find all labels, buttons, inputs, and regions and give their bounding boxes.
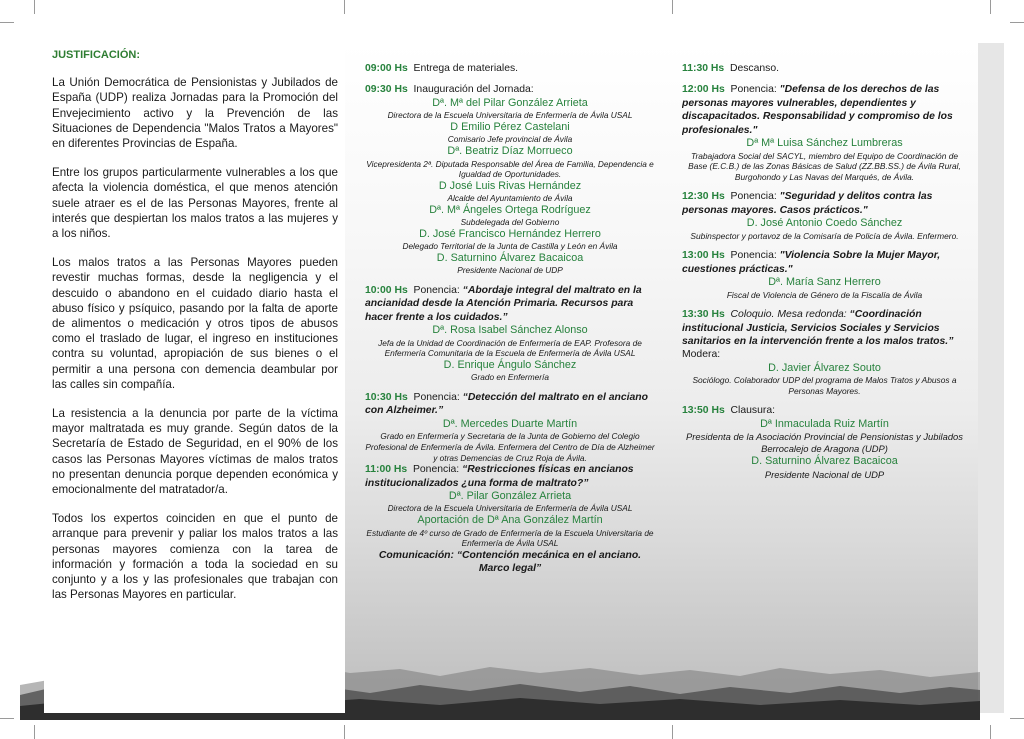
speaker-name: D. Saturnino Álvarez Bacaicoa — [436, 251, 584, 264]
talk-title: "Seguridad y delitos contra las personas mayores. Casos prácticos." — [682, 191, 933, 216]
contribution-name: Aportación de Dª Ana González Martín — [417, 514, 603, 527]
talk-title: “Abordaje integral del maltrato en la ancianidad desde la Atención Primaria. Recursos para hacer frente a los cuidados.” — [365, 285, 642, 323]
crop-mark — [672, 725, 673, 739]
schedule-item — [682, 62, 967, 75]
colloquium-label: Coloquio. Mesa redonda: — [730, 309, 847, 321]
justification-title: JUSTIFICACIÓN: — [52, 49, 140, 61]
paragraph: Todos los expertos coinciden en que el punto de arranque para prevenir y paliar los malos tratos a las personas mayores comienza con la tarea de información y formación a toda la sociedad en su conjunto y a los y las profesionales que trabajan con las Personas Mayores en particular. — [52, 512, 338, 602]
speaker-role: Delegado Territorial de la Junta de Castilla y León en Ávila — [402, 241, 618, 252]
speaker-role: Presidente Nacional de UDP — [457, 265, 563, 276]
contribution-role: Estudiante de 4º curso de Grado de Enfermería de la Escuela Universitaria de Enfermería de Ávila USAL — [366, 527, 654, 549]
speaker-role: Grado en Enfermería y Secretaria de la Junta de Gobierno del Colegio Profesional de Enfermería de Ávila. Enfermera del Centro de Día de Alzheimer y otras Demencias de Cruz Roja de Ávila. — [365, 431, 655, 463]
time-label: 13:50 Hs — [682, 405, 725, 417]
schedule-item — [365, 284, 655, 324]
moderator-label: Modera: — [682, 349, 721, 361]
ponencia-label: Ponencia: — [730, 84, 777, 96]
talk-title: "Defensa de los derechos de las personas mayores vulnerables, dependientes y discapacitados. Responsabilidad y compromiso de los profesionales." — [682, 84, 953, 136]
program-morning-column — [365, 62, 655, 732]
speaker-role: Subdelegada del Gobierno — [460, 217, 560, 228]
time-label: 12:00 Hs — [682, 84, 725, 96]
speaker-name: Dª. Mª del Pilar González Arrieta — [432, 96, 588, 109]
speaker-name: D Emilio Pérez Castelani — [450, 120, 570, 133]
speaker-role: Comisario Jefe provincial de Ávila — [447, 134, 573, 145]
schedule-item — [682, 404, 967, 417]
schedule-item — [365, 83, 655, 96]
item-text: Inauguración del Jornada: — [413, 84, 534, 96]
crop-mark — [990, 725, 991, 739]
speaker-role: Sociólogo. Colaborador UDP del programa de Malos Tratos y Abusos a Personas Mayores. — [692, 375, 957, 396]
speaker-role: Presidenta de la Asociación Provincial de Pensionistas y Jubilados Berrocalejo de Aragona (UDP) — [686, 431, 963, 455]
speaker-role: Trabajadora Social del SACYL, miembro del Equipo de Coordinación de Base (E.C.B.) de las Zonas Básicas de Salud (ZZ.BB.SS.) de Ávila Rural, Burgohondo y Las Navas del Marqués, de Ávila. — [688, 150, 961, 182]
schedule-item — [365, 62, 655, 75]
speaker-role: Vicepresidenta 2ª. Diputada Responsable del Área de Familia, Dependencia e Igualdad de Oportunidades. — [366, 158, 654, 180]
speaker-role: Directora de la Escuela Universitaria de Enfermería de Ávila USAL — [387, 110, 633, 121]
speaker-role: Alcalde del Ayuntamiento de Ávila — [447, 193, 573, 204]
program-midday-column — [682, 62, 967, 732]
crop-mark — [344, 725, 345, 739]
speaker-name: Dª Inmaculada Ruiz Martín — [760, 417, 889, 430]
speaker-role: Presidente Nacional de UDP — [764, 468, 885, 480]
speaker-name: D José Luis Rivas Hernández — [438, 179, 582, 192]
speaker-name: Dª. Mª Ángeles Ortega Rodríguez — [429, 203, 591, 216]
crop-mark — [0, 718, 14, 719]
item-text: Entrega de materiales. — [413, 63, 519, 74]
schedule-item — [682, 190, 967, 217]
crop-mark — [990, 0, 991, 14]
talk-title: “Restricciones físicas en ancianos institucionalizados ¿una forma de maltrato?” — [365, 464, 634, 489]
item-text: Clausura: — [730, 405, 776, 417]
speaker-name: D. Javier Álvarez Souto — [768, 361, 881, 374]
speaker-name: Dª. Beatriz Díaz Morrueco — [447, 145, 573, 157]
time-label: 09:30 Hs — [365, 84, 408, 96]
time-label: 10:00 Hs — [365, 285, 408, 297]
ponencia-label: Ponencia: — [413, 285, 460, 297]
speaker-role: Grado en Enfermería — [471, 372, 549, 383]
schedule-item — [365, 463, 655, 490]
time-label: 12:30 Hs — [682, 191, 725, 203]
schedule-item — [682, 249, 967, 276]
speaker-name: D. José Francisco Hernández Herrero — [419, 227, 601, 240]
schedule-item — [365, 391, 655, 418]
crop-mark — [34, 0, 35, 14]
speaker-role: Fiscal de Violencia de Género de la Fiscalía de Ávila — [726, 289, 923, 300]
crop-mark — [1010, 22, 1024, 23]
speaker-name: Dª Mª Luisa Sánchez Lumbreras — [746, 137, 903, 150]
schedule-item — [682, 308, 967, 348]
time-label: 11:30 Hs — [682, 63, 725, 74]
speaker-name: Dª. María Sanz Herrero — [768, 276, 881, 289]
paragraph: Los malos tratos a las Personas Mayores pueden revestir muchas formas, desde la negligencia y el descuido o abandono en el cuidado diario hasta el abuso físico y psíquico, pasando por la falta de aporte de alimentos o medicación y otros tipos de abusos como el traslado de lugar, el ingreso en instituciones contra su voluntad, apropiación de sus bienes o el permitir a una persona con demencia deambular por las calles sin compañía. — [52, 256, 338, 391]
ponencia-label: Ponencia: — [413, 392, 460, 404]
time-label: 09:00 Hs — [365, 63, 408, 74]
time-label: 10:30 Hs — [365, 392, 408, 404]
crop-mark — [672, 0, 673, 14]
crop-mark — [34, 725, 35, 739]
time-label: 13:30 Hs — [682, 309, 725, 321]
paragraph: Entre los grupos particularmente vulnerables a los que afecta la violencia doméstica, el que menos atención suele atraer es el de las Personas Mayores, frente al interés que despiertan los malos tratos a las mujeres y a los niños. — [52, 166, 338, 241]
communication-title: Comunicación: “Contención mecánica en el anciano. Marco legal” — [378, 549, 642, 575]
speaker-name: Dª. Mercedes Duarte Martín — [442, 417, 578, 430]
ponencia-label: Ponencia: — [412, 464, 460, 476]
speaker-name: D. Enrique Ángulo Sánchez — [443, 358, 577, 371]
ponencia-label: Ponencia: — [730, 250, 777, 262]
paragraph: La resistencia a la denuncia por parte de la víctima mayor maltratada es muy grande. Según datos de la Secretaría de Estado de Seguridad, en el 90% de los casos las Personas Mayores víctimas de malos tratos no presentan denuncia porque dependen económica y emocionalmente del matratador/a. — [52, 407, 338, 497]
speaker-name: D. José Antonio Coedo Sánchez — [746, 217, 903, 230]
crop-mark — [1010, 718, 1024, 719]
talk-title: “Detección del maltrato en el anciano con Alzheimer.” — [365, 392, 648, 417]
schedule-item — [682, 83, 967, 137]
justification-text — [52, 48, 338, 617]
speaker-name: D. Saturnino Álvarez Bacaicoa — [751, 455, 898, 468]
crop-mark — [344, 0, 345, 14]
item-text: Descanso. — [729, 63, 780, 74]
crop-mark — [0, 22, 14, 23]
ponencia-label: Ponencia: — [730, 191, 777, 203]
paragraph: La Unión Democrática de Pensionistas y Jubilados de España (UDP) realiza Jornadas para la Promoción del Envejecimiento activo y la Prevención de las Situaciones de Dependencia "Malos Tratos a Mayores" en diferentes Provincias de España. — [52, 76, 338, 151]
time-label: 13:00 Hs — [682, 250, 725, 262]
speaker-role: Directora de la Escuela Universitaria de Enfermería de Ávila USAL — [387, 503, 633, 514]
time-label: 11:00 Hs — [365, 464, 408, 476]
speaker-name: Dª. Pilar González Arrieta — [448, 489, 572, 502]
talk-title: “Coordinación institucional Justicia, Servicios Sociales y Servicios sanitarios en la intervención frente a los malos tratos.” — [682, 309, 954, 347]
speaker-name: Dª. Rosa Isabel Sánchez Alonso — [432, 324, 588, 337]
speaker-role: Subinspector y portavoz de la Comisaría de Policía de Ávila. Enfermero. — [690, 230, 959, 241]
speaker-role: Jefa de la Unidad de Coordinación de Enfermería de EAP. Profesora de Enfermería Comunitaria de la Escuela de Enfermería de Ávila USAL — [378, 337, 642, 359]
page-edge-shadow — [978, 43, 1004, 713]
talk-title: "Violencia Sobre la Mujer Mayor, cuestiones prácticas." — [682, 250, 941, 275]
